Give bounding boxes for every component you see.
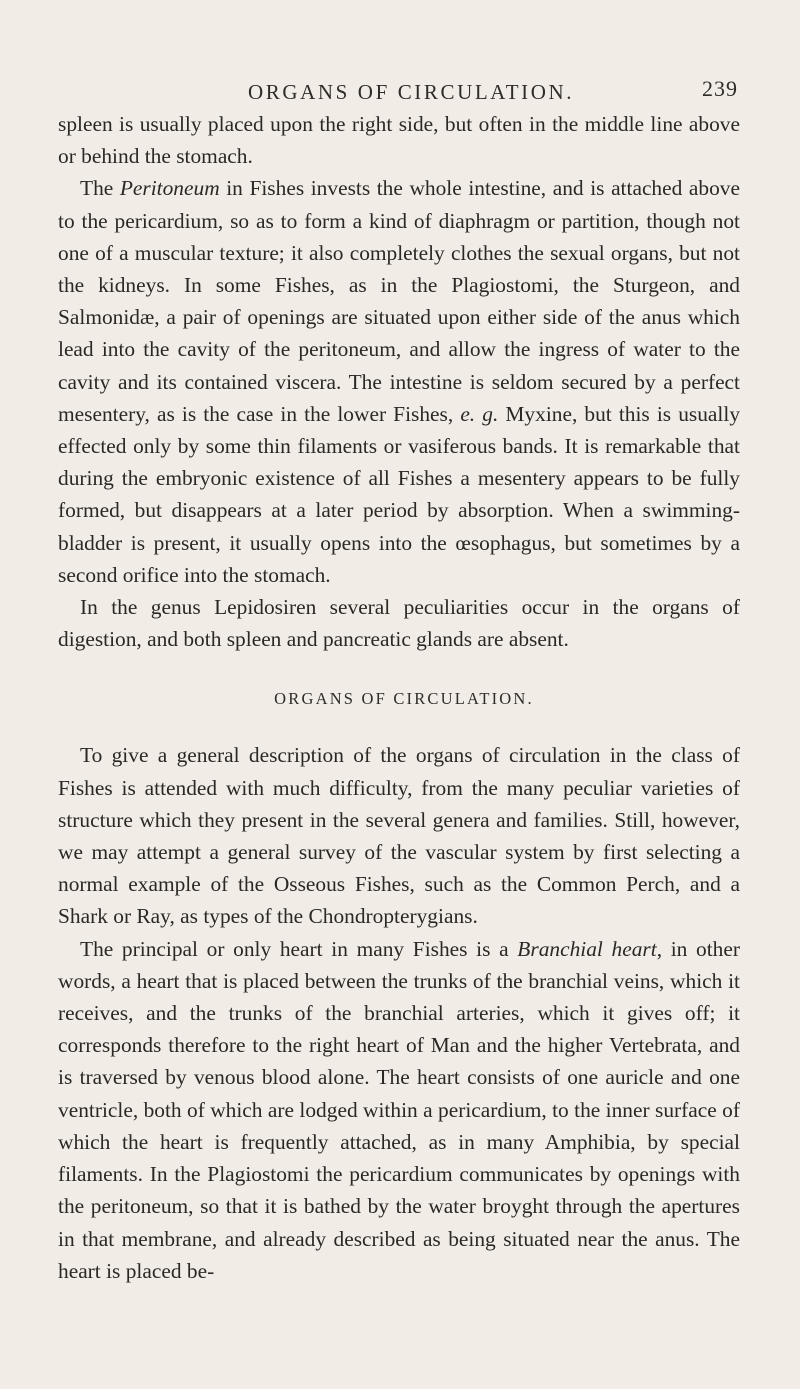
paragraph: To give a general description of the organs of circulation in the class of Fishes is attended with much difficulty, from the many peculiar varieties of structure which they present in the several genera and families. Still, however, we may attempt a general survey of the vascular system by first selecting a normal example of the Osseous Fishes, such as the Common Perch, and a Shark or Ray, as types of the Chondropterygians. [58, 743, 740, 929]
paragraph: In the genus Lepidosiren several peculiarities occur in the organs of digestion, and both spleen and pancreatic glands are absent. [58, 595, 740, 652]
body-text-top [58, 108, 740, 655]
body-text-bottom [58, 739, 740, 1286]
book-page [58, 0, 740, 1389]
section-heading: ORGANS OF CIRCULATION. [274, 689, 534, 709]
page-number: 239 [702, 76, 738, 101]
running-head [58, 0, 740, 108]
italic-term: e. g. [460, 401, 499, 426]
italic-term: Peritoneum [119, 176, 220, 201]
paragraph: spleen is usually placed upon the right side, but often in the middle line above or behind the stomach. [58, 112, 740, 169]
paragraph: The principal or only heart in many Fishes is a Branchial heart, in other words, a heart that is placed between the trunks of the branchial veins, which it receives, and the trunks of the branchial arteries, which it gives off; it corresponds therefore to the right heart of Man and the higher Vertebrata, and is traversed by venous blood alone. The heart consists of one auricle and one ventricle, both of which are lodged within a pericardium, to the inner surface of which the heart is frequently attached, as in many Amphibia, by special filaments. In the Plagiostomi the pericardium communicates by openings with the peritoneum, so that it is bathed by the water broyght through the apertures in that membrane, and already described as being situated near the anus. The heart is placed be- [58, 936, 740, 1283]
paragraph: The Peritoneum in Fishes invests the whole intestine, and is attached above to the pericardium, so as to form a kind of diaphragm or partition, though not one of a muscular texture; it also completely clothes the sexual organs, but not the kidneys. In some Fishes, as in the Plagiostomi, the Sturgeon, and Salmonidæ, a pair of openings are situated upon either side of the anus which lead into the cavity of the peritoneum, and allow the ingress of water to the cavity and its contained viscera. The intestine is seldom secured by a perfect mesentery, as is the case in the lower Fishes, e. g. Myxine, but this is usually effected only by some thin filaments or vasiferous bands. It is remarkable that during the embryonic existence of all Fishes a mesentery appears to be fully formed, but disappears at a later period by absorption. When a swimming-bladder is present, it usually opens into the œsophagus, but sometimes by a second orifice into the stomach. [58, 176, 741, 587]
running-title: ORGANS OF CIRCULATION. [248, 80, 575, 104]
italic-term: Branchial heart [517, 936, 657, 961]
